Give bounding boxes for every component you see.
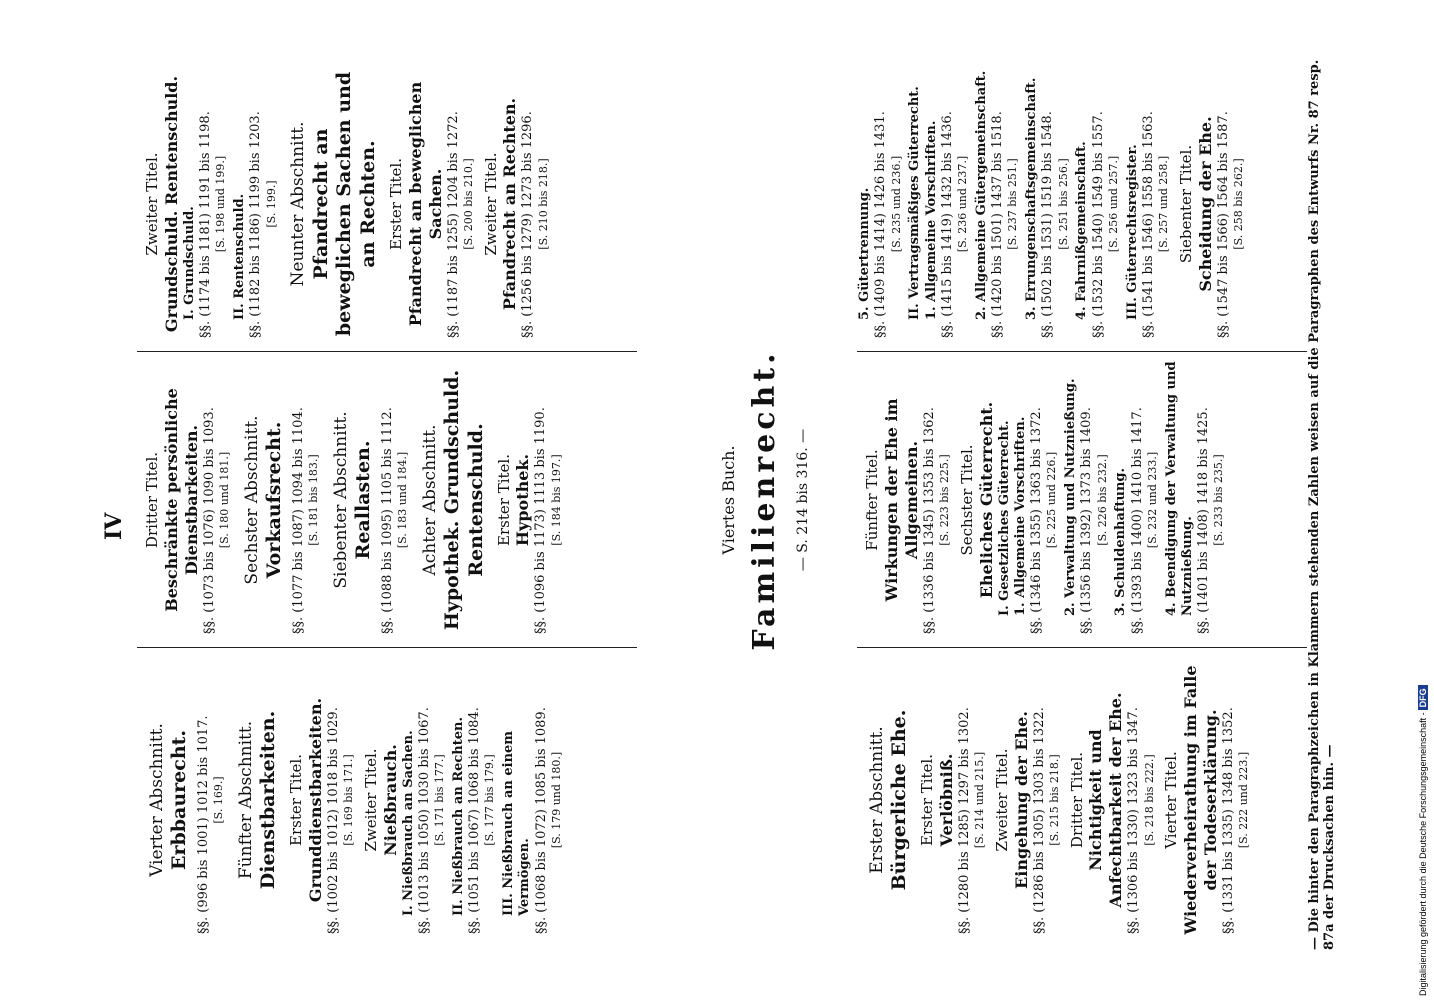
- entry-para: §§. (1415 bis 1419) 1432 bis 1436.: [939, 111, 955, 338]
- entry-titel-bold: Wiederverheirathung im Falle der Todeserklärung.: [1181, 665, 1220, 935]
- entry-ref: [S. 171 bis 177.]: [433, 754, 446, 846]
- entry-para: §§. (1356 bis 1392) 1373 bis 1409.: [1079, 407, 1095, 634]
- entry-para: §§. (1182 bis 1186) 1199 bis 1203.: [248, 111, 264, 338]
- entry-para: §§. (1187 bis 1255) 1204 bis 1272.: [445, 111, 461, 338]
- column-divider: [857, 647, 1307, 648]
- entry-para: §§. (1256 bis 1279) 1273 bis 1296.: [520, 111, 536, 338]
- lower-column-1: [857, 660, 1255, 940]
- entry-para: §§. (1547 bis 1566) 1564 bis 1587.: [1215, 111, 1231, 338]
- entry-sec: Siebenter Abschnitt.: [330, 411, 351, 589]
- entry-ref: [S. 184 bis 197.]: [549, 454, 563, 546]
- entry-sub: 1. Allgemeine Vorschriften.: [1012, 416, 1028, 616]
- entry-ref: [S. 169.]: [212, 776, 226, 824]
- entry-sub: 3. Schuldenhaftung.: [1113, 467, 1129, 616]
- entry-sub: II. Vertragsmäßiges Güterrecht.: [907, 86, 923, 320]
- entry-titel: Erster Titel.: [918, 754, 936, 846]
- entry-ref: [S. 251 bis 256.]: [1056, 158, 1070, 250]
- entry-ref: [S. 222 und 223.]: [1237, 751, 1251, 849]
- entry-para: §§. (1002 bis 1012) 1018 bis 1029.: [325, 707, 341, 934]
- entry-titel: Zweiter Titel.: [481, 152, 500, 256]
- entry-para: §§. (1280 bis 1285) 1297 bis 1302.: [956, 707, 972, 934]
- entry-ref: [S. 235 und 236.]: [889, 155, 903, 253]
- dfg-logo: DFG: [1418, 685, 1428, 710]
- entry-para: §§. (1073 bis 1076) 1090 bis 1093.: [201, 407, 217, 634]
- entry-sub: I. Gesetzliches Güterrecht.: [996, 420, 1012, 616]
- entry-ref: [S. 226 bis 232.]: [1095, 454, 1109, 546]
- entry-titel: Fünfter Titel.: [863, 449, 881, 551]
- entry-titel-bold: Scheidung der Ehe.: [1195, 116, 1215, 292]
- upper-column-3: [137, 64, 554, 344]
- entry-ref: [S. 210 bis 218.]: [536, 158, 550, 250]
- entry-para: §§. (1336 bis 1345) 1353 bis 1362.: [921, 407, 937, 634]
- entry-para: §§. (1096 bis 1173) 1113 bis 1190.: [533, 407, 549, 634]
- entry-titel: Erster Titel.: [386, 158, 405, 250]
- entry-sub: 4. Fahrnißgemeinschaft.: [1074, 141, 1090, 320]
- entry-para: §§. (1077 bis 1087) 1094 bis 1104.: [290, 407, 306, 634]
- entry-titel: Zweiter Titel.: [143, 152, 161, 256]
- entry-sec-bold: Pfandrecht an beweglichen Sachen und an Rechten.: [309, 71, 379, 337]
- entry-sub: III. Nießbrauch an einem Vermögen.: [501, 730, 533, 916]
- entry-titel-bold: Nichtigkeit und Anfechtbarkeit der Ehe.: [1086, 692, 1126, 908]
- entry-para: §§. (1502 bis 1531) 1519 bis 1548.: [1040, 111, 1056, 338]
- entry-sec: Erster Abschnitt.: [867, 726, 887, 874]
- entry-para: §§. (1420 bis 1501) 1437 bis 1518.: [990, 111, 1005, 338]
- entry-titel-bold: Eingehung der Ehe.: [1011, 711, 1031, 889]
- entry-sec-bold: Erbbaurecht.: [168, 729, 191, 871]
- entry-para: §§. (1346 bis 1355) 1363 bis 1372.: [1029, 407, 1044, 634]
- dfg-credit-text: Digitalisierung gefördert durch die Deutsche Forschungsgemeinschaft -: [1418, 712, 1428, 996]
- entry-titel: Dritter Titel.: [1067, 751, 1086, 849]
- lower-column-3: [857, 64, 1250, 344]
- entry-titel: Zweiter Titel.: [992, 748, 1011, 852]
- entry-sec: Fünfter Abschnitt.: [236, 720, 256, 880]
- entry-titel: Sechster Titel.: [957, 444, 976, 556]
- entry-para: §§. (1306 bis 1330) 1323 bis 1347.: [1126, 707, 1142, 934]
- entry-para: §§. (1068 bis 1072) 1085 bis 1089.: [533, 707, 549, 934]
- entry-sec: Achter Abschnitt.: [419, 424, 440, 576]
- entry-titel: Erster Titel.: [494, 454, 513, 546]
- entry-ref: [S. 199.]: [264, 180, 278, 228]
- entry-titel: Zweiter Titel.: [361, 748, 380, 852]
- entry-sub: III. Güterrechtsregister.: [1124, 144, 1140, 320]
- entry-titel-bold: Nießbrauch.: [380, 744, 400, 856]
- entry-ref: [S. 225 und 226.]: [1045, 451, 1059, 549]
- entry-sub: 5. Gütertrennung.: [857, 187, 872, 320]
- entry-sec: Vierter Abschnitt.: [147, 723, 167, 877]
- entry-titel: Vierter Titel.: [1162, 751, 1181, 849]
- entry-ref: [S. 258 bis 262.]: [1231, 158, 1245, 250]
- upper-column-1: [137, 660, 568, 940]
- entry-para: §§. (1286 bis 1305) 1303 bis 1322.: [1031, 707, 1047, 934]
- entry-ref: [S. 214 und 215.]: [973, 751, 986, 849]
- entry-ref: [S. 183 und 184.]: [396, 451, 409, 549]
- entry-sub: II. Rentenschuld.: [232, 193, 247, 320]
- entry-titel-bold: Hypothek.: [513, 453, 533, 547]
- entry-para: §§. (1393 bis 1400) 1410 bis 1417.: [1129, 407, 1145, 634]
- entry-para: §§. (1541 bis 1546) 1558 bis 1563.: [1140, 111, 1156, 338]
- entry-ref: [S. 223 bis 225.]: [938, 454, 951, 546]
- column-divider: [137, 647, 637, 648]
- entry-ref: [S. 181 bis 183.]: [307, 454, 320, 546]
- entry-titel: Erster Titel.: [287, 754, 305, 846]
- book-range: — S. 214 bis 316. —: [795, 428, 811, 572]
- entry-ref: [S. 237 bis 251.]: [1006, 158, 1020, 250]
- footnote: — Die hinter den Paragraphzeichen in Klammern stehenden Zahlen weisen auf die Paragraphen des Entwurfs Nr. 87 resp. 87a der Drucksachen hin. —: [1307, 59, 1337, 950]
- entry-sub: 4. Beendigung der Verwaltung und Nutznießung.: [1163, 361, 1195, 616]
- entry-ref: [S. 200 bis 210.]: [461, 158, 475, 250]
- entry-sub: 1. Allgemeine Vorschriften.: [923, 120, 939, 320]
- entry-ref: [S. 218 bis 222.]: [1142, 754, 1156, 846]
- entry-titel-bold: Pfandrecht an Rechten.: [500, 97, 520, 311]
- entry-sec-bold: Dienstbarkeiten.: [257, 710, 280, 890]
- entry-ref: [S. 179 und 180.]: [549, 751, 563, 849]
- book-label: Viertes Buch.: [719, 445, 738, 555]
- entry-sec-bold: Vorkaufsrecht.: [263, 421, 285, 579]
- entry-titel-bold: Grunddienstbarkeiten.: [305, 697, 325, 903]
- entry-sec-bold: Bürgerliche Ehe.: [888, 709, 911, 891]
- entry-para: §§. (1401 bis 1408) 1418 bis 1425.: [1196, 407, 1211, 634]
- column-divider: [857, 351, 1307, 352]
- entry-ref: [S. 215 bis 218.]: [1047, 754, 1061, 846]
- entry-titel: Siebenter Titel.: [1176, 144, 1195, 264]
- rotated-sheet: [57, 40, 1397, 960]
- entry-sec: Neunter Abschnitt.: [288, 121, 309, 287]
- dfg-credit-strip: [1418, 6, 1432, 996]
- page-number: IV: [101, 512, 127, 540]
- entry-para: §§. (1409 bis 1414) 1426 bis 1431.: [873, 111, 889, 338]
- entry-titel-bold: Beschränkte persönliche Dienstbarkeiten.: [161, 388, 201, 612]
- column-divider: [137, 351, 637, 352]
- entry-para: §§. (1532 bis 1540) 1549 bis 1557.: [1090, 111, 1106, 338]
- entry-para: §§. (1051 bis 1067) 1068 bis 1084.: [467, 707, 482, 934]
- entry-ref: [S. 177 bis 179.]: [483, 754, 497, 846]
- lower-column-2: [857, 360, 1230, 640]
- entry-sec-bold: Hypothek. Grundschuld. Rentenschuld.: [441, 369, 487, 631]
- entry-ref: [S. 232 und 233.]: [1145, 451, 1159, 549]
- entry-ref: [S. 180 und 181.]: [218, 451, 231, 549]
- entry-titel-bold: Pfandrecht an beweglichen Sachen.: [405, 81, 445, 327]
- entry-ref: [S. 236 und 237.]: [956, 155, 969, 253]
- entry-sec: Sechster Abschnitt.: [241, 415, 262, 585]
- entry-ref: [S. 257 und 258.]: [1157, 155, 1170, 253]
- upper-column-2: [137, 360, 567, 640]
- entry-ref: [S. 198 und 199.]: [214, 155, 228, 253]
- book-title: Familienrecht.: [747, 349, 782, 651]
- entry-para: §§. (1331 bis 1335) 1348 bis 1352.: [1221, 707, 1236, 934]
- entry-para: §§. (996 bis 1001) 1012 bis 1017.: [196, 715, 211, 934]
- entry-sub: I. Grundschuld.: [181, 206, 197, 320]
- entry-sub: II. Nießbrauch an Rechten.: [450, 717, 466, 916]
- entry-titel-bold: Grundschuld. Rentenschuld.: [161, 75, 181, 333]
- dfg-credit: [1418, 6, 1428, 996]
- entry-para: §§. (1088 bis 1095) 1105 bis 1112.: [379, 407, 395, 634]
- entry-titel-bold: Wirkungen der Ehe im Allgemeinen.: [881, 398, 921, 602]
- entry-para: §§. (1174 bis 1181) 1191 bis 1198.: [198, 111, 213, 338]
- entry-sub: 2. Allgemeine Gütergemeinschaft.: [973, 70, 989, 320]
- entry-sub: 3. Errungenschaftsgemeinschaft.: [1024, 77, 1039, 320]
- entry-titel-bold: Eheliches Güterrecht.: [976, 401, 996, 599]
- entry-ref: [S. 256 und 257.]: [1106, 155, 1120, 253]
- entry-para: §§. (1013 bis 1050) 1030 bis 1067.: [416, 707, 432, 934]
- entry-ref: [S. 233 bis 235.]: [1212, 454, 1226, 546]
- entry-sec-bold: Reallasten.: [352, 440, 374, 560]
- entry-sub: I. Nießbrauch an Sachen.: [400, 730, 416, 916]
- entry-ref: [S. 169 bis 171.]: [342, 754, 355, 846]
- entry-titel-bold: Verlöbniß.: [936, 753, 956, 847]
- entry-titel: Dritter Titel.: [143, 451, 161, 549]
- entry-sub: 2. Verwaltung und Nutznießung.: [1063, 378, 1078, 616]
